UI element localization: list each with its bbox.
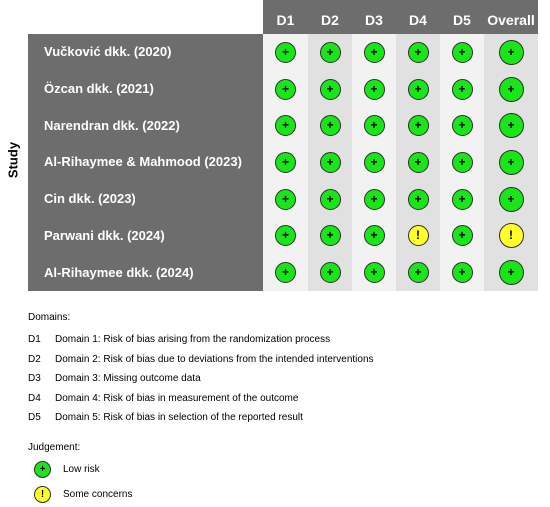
study-label: Parwani dkk. (2024): [44, 227, 165, 243]
study-label: Al-Rihaymee & Mahmood (2023): [44, 154, 242, 170]
low-risk-marker: +: [320, 189, 341, 210]
low-risk-marker: +: [320, 115, 341, 136]
low-risk-marker: +: [320, 262, 341, 283]
low-risk-marker: +: [408, 42, 429, 63]
column-header-d4: D4: [409, 12, 427, 28]
low-risk-marker: +: [499, 260, 524, 285]
low-risk-marker: +: [499, 40, 524, 65]
study-label: Al-Rihaymee dkk. (2024): [44, 264, 194, 280]
study-label: Vučković dkk. (2020): [44, 44, 172, 60]
low-risk-marker: +: [452, 115, 473, 136]
low-risk-marker: +: [275, 79, 296, 100]
y-axis-title-text: Study: [5, 141, 21, 178]
low-risk-marker: +: [408, 262, 429, 283]
low-risk-marker: +: [408, 79, 429, 100]
low-risk-marker: +: [320, 42, 341, 63]
low-risk-marker: +: [320, 225, 341, 246]
low-risk-marker: +: [408, 189, 429, 210]
judgement-legend-label: Some concerns: [63, 489, 133, 500]
column-header-d2: D2: [321, 12, 339, 28]
low-risk-legend-icon: +: [34, 461, 51, 478]
low-risk-marker: +: [275, 152, 296, 173]
judgement-title: Judgement:: [28, 442, 81, 453]
study-label: Cin dkk. (2023): [44, 191, 136, 207]
low-risk-marker: +: [499, 77, 524, 102]
low-risk-marker: +: [275, 115, 296, 136]
some-concerns-marker: !: [408, 225, 429, 246]
low-risk-marker: +: [364, 152, 385, 173]
domain-description: Domain 2: Risk of bias due to deviations from the intended interventions: [55, 353, 374, 365]
domain-code: D3: [28, 373, 41, 384]
low-risk-marker: +: [364, 42, 385, 63]
low-risk-marker: +: [452, 262, 473, 283]
domain-code: D4: [28, 392, 41, 404]
domain-header-row: [263, 0, 538, 34]
low-risk-marker: +: [320, 79, 341, 100]
low-risk-marker: +: [499, 150, 524, 175]
domain-description: Domain 1: Risk of bias arising from the randomization process: [55, 334, 331, 345]
domain-description: Domain 4: Risk of bias in measurement of the outcome: [55, 392, 299, 404]
domain-description: Domain 3: Missing outcome data: [55, 373, 201, 384]
low-risk-marker: +: [275, 225, 296, 246]
domain-code: D2: [28, 353, 41, 365]
low-risk-marker: +: [275, 42, 296, 63]
low-risk-marker: +: [452, 152, 473, 173]
study-label-panel: [28, 34, 263, 291]
low-risk-marker: +: [364, 262, 385, 283]
column-header-d1: D1: [276, 12, 295, 28]
low-risk-marker: +: [499, 187, 524, 212]
domain-code: D5: [28, 412, 41, 423]
low-risk-marker: +: [452, 189, 473, 210]
low-risk-marker: +: [320, 152, 341, 173]
low-risk-marker: +: [275, 262, 296, 283]
low-risk-marker: +: [452, 225, 473, 246]
low-risk-marker: +: [364, 115, 385, 136]
low-risk-marker: +: [452, 42, 473, 63]
study-label: Narendran dkk. (2022): [44, 117, 180, 133]
judgement-grid: [263, 34, 538, 291]
column-header-d5: D5: [453, 12, 471, 28]
some-concerns-marker: !: [499, 223, 524, 248]
low-risk-marker: +: [364, 225, 385, 246]
study-label: Özcan dkk. (2021): [44, 81, 154, 97]
low-risk-marker: +: [408, 152, 429, 173]
judgement-legend-label: Low risk: [63, 464, 100, 475]
low-risk-marker: +: [364, 79, 385, 100]
low-risk-marker: +: [452, 79, 473, 100]
domain-code: D1: [28, 334, 41, 345]
domain-description: Domain 5: Risk of bias in selection of the reported result: [55, 412, 303, 423]
low-risk-marker: +: [275, 189, 296, 210]
column-header-overall: Overall: [487, 12, 535, 28]
low-risk-marker: +: [364, 189, 385, 210]
some-concerns-legend-icon: !: [34, 486, 51, 503]
y-axis-title: [0, 28, 26, 291]
column-header-d3: D3: [365, 12, 383, 28]
low-risk-marker: +: [408, 115, 429, 136]
low-risk-marker: +: [499, 113, 524, 138]
domains-title: Domains:: [28, 312, 71, 323]
